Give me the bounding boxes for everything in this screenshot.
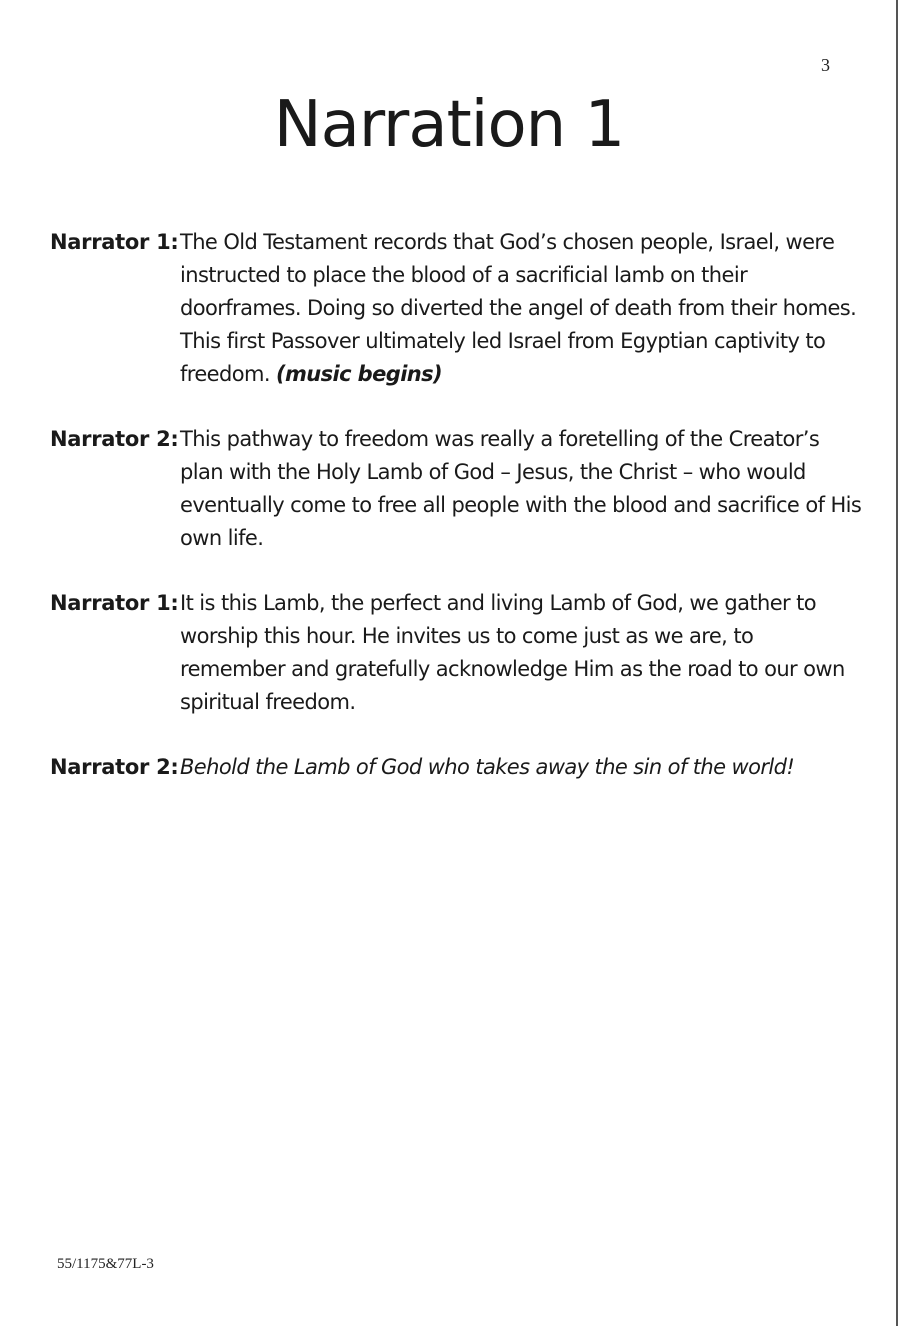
narration-entry [50,587,862,719]
page-title: Narration 1 [273,88,625,162]
narration-entry [50,423,862,555]
page-number: 3 [821,55,830,75]
speech-body: Behold the Lamb of God who takes away the sin of the world! [180,755,795,779]
speech-body: It is this Lamb, the perfect and living Lamb of God, we gather to worship this hour. He invites us to come just as we are, to remember and gratefully acknowledge Him as the road to our own spiritual freedom. [180,591,845,714]
narration-entry [50,226,862,391]
speech-text [180,587,862,719]
speaker-label: Narrator 1: [50,230,179,254]
speech-text [180,226,862,391]
speaker-label: Narrator 1: [50,591,179,615]
footer-code: 55/1175&77L-3 [57,1256,154,1272]
narration-content [50,226,862,816]
speaker-label: Narrator 2: [50,755,179,779]
speech-body: The Old Testament records that God’s chosen people, Israel, were instructed to place the blood of a sacrificial lamb on their doorframes. Doing so diverted the angel of death from their homes. This first Passover ultimately led Israel from Egyptian captivity to freedom. [180,230,857,386]
speaker-label: Narrator 2: [50,427,179,451]
speech-body: This pathway to freedom was really a foretelling of the Creator’s plan with the Holy Lamb of God – Jesus, the Christ – who would eventually come to free all people with the blood and sacrifice of His own life. [180,427,862,550]
narration-entry [50,751,862,784]
speech-text [180,423,862,555]
speech-text [180,751,862,784]
stage-direction: (music begins) [276,362,443,386]
